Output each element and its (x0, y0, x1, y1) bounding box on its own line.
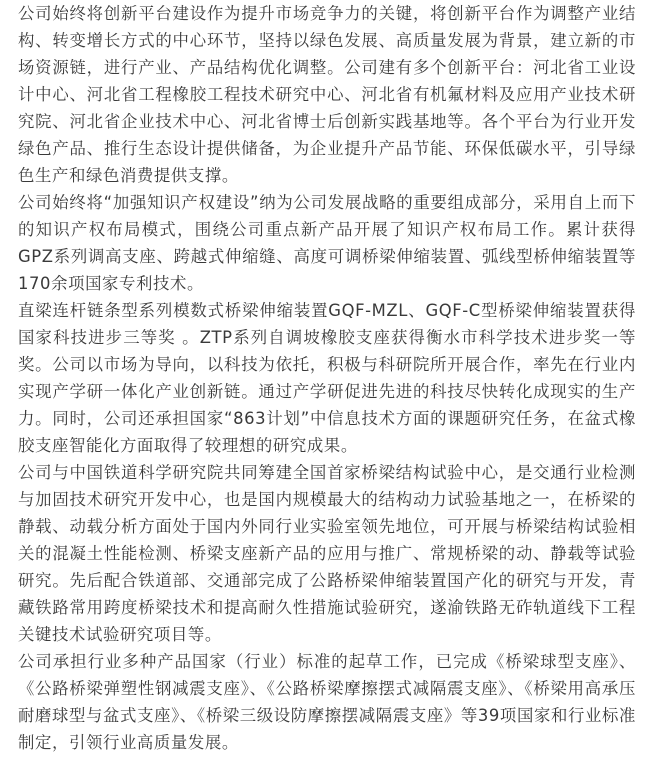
paragraph-test-center: 公司与中国铁道科学研究院共同筹建全国首家桥梁结构试验中心，是交通行业检测与加固技术研究开发中心，也是国内规模最大的结构动力试验基地之一，在桥梁的静载、动载分析方面处于国内外同行业实验室领先地位，可开展与桥梁结构试验相关的混凝土性能检测、桥梁支座新产品的应用与推广、常规桥梁的动、静载等试验研究。先后配合铁道部、交通部完成了公路桥梁伸缩装置国产化的研究与开发，青藏铁路常用跨度桥梁技术和提高耐久性措施试验研究，遂渝铁路无砟轨道线下工程关键技术试验研究项目等。 (18, 463, 636, 644)
paragraph-intellectual-property: 公司始终将“加强知识产权建设”纳为公司发展战略的重要组成部分，采用自上而下的知识产权布局模式，围绕公司重点新产品开展了知识产权布局工作。累计获得GPZ系列调高支座、跨越式伸缩缝、高度可调桥梁伸缩装置、弧线型桥伸缩装置等170余项国家专利技术。 (18, 193, 636, 293)
paragraph-standards: 公司承担行业多种产品国家（行业）标准的起草工作，已完成《桥梁球型支座》、《公路桥梁弹塑性钢减震支座》、《公路桥梁摩擦摆式减隔震支座》、《桥梁用高承压耐磨球型与盆式支座》、《桥梁三级设防摩擦摆减隔震支座》等39项国家和行业标准制定，引领行业高质量发展。 (18, 652, 636, 752)
paragraph-awards-cooperation: 直梁连杆链条型系列模数式桥梁伸缩装置GQF-MZL、GQF-C型桥梁伸缩装置获得国家科技进步三等奖 。ZTP系列自调坡橡胶支座获得衡水市科学技术进步奖一等奖。公司以市场为导向，以科技为依托，积极与科研院所开展合作，率先在行业内实现产学研一体化产业创新链。通过产学研促进先进的科技尽快转化成现实的生产力。同时，公司还承担国家“863计划”中信息技术方面的课题研究任务，在盆式橡胶支座智能化方面取得了较理想的研究成果。 (18, 301, 636, 455)
paragraph-innovation-platforms: 公司始终将创新平台建设作为提升市场竞争力的关键，将创新平台作为调整产业结构、转变增长方式的中心环节，坚持以绿色发展、高质量发展为背景，建立新的市场资源链，进行产业、产品结构优化调整。公司建有多个创新平台：河北省工业设计中心、河北省工程橡胶工程技术研究中心、河北省有机氟材料及应用产业技术研究院、河北省企业技术中心、河北省博士后创新实践基地等。各个平台为行业开发绿色产品、推行生态设计提供储备，为企业提升产品节能、环保低碳水平，引导绿色生产和绿色消费提供支撑。 (18, 4, 636, 185)
